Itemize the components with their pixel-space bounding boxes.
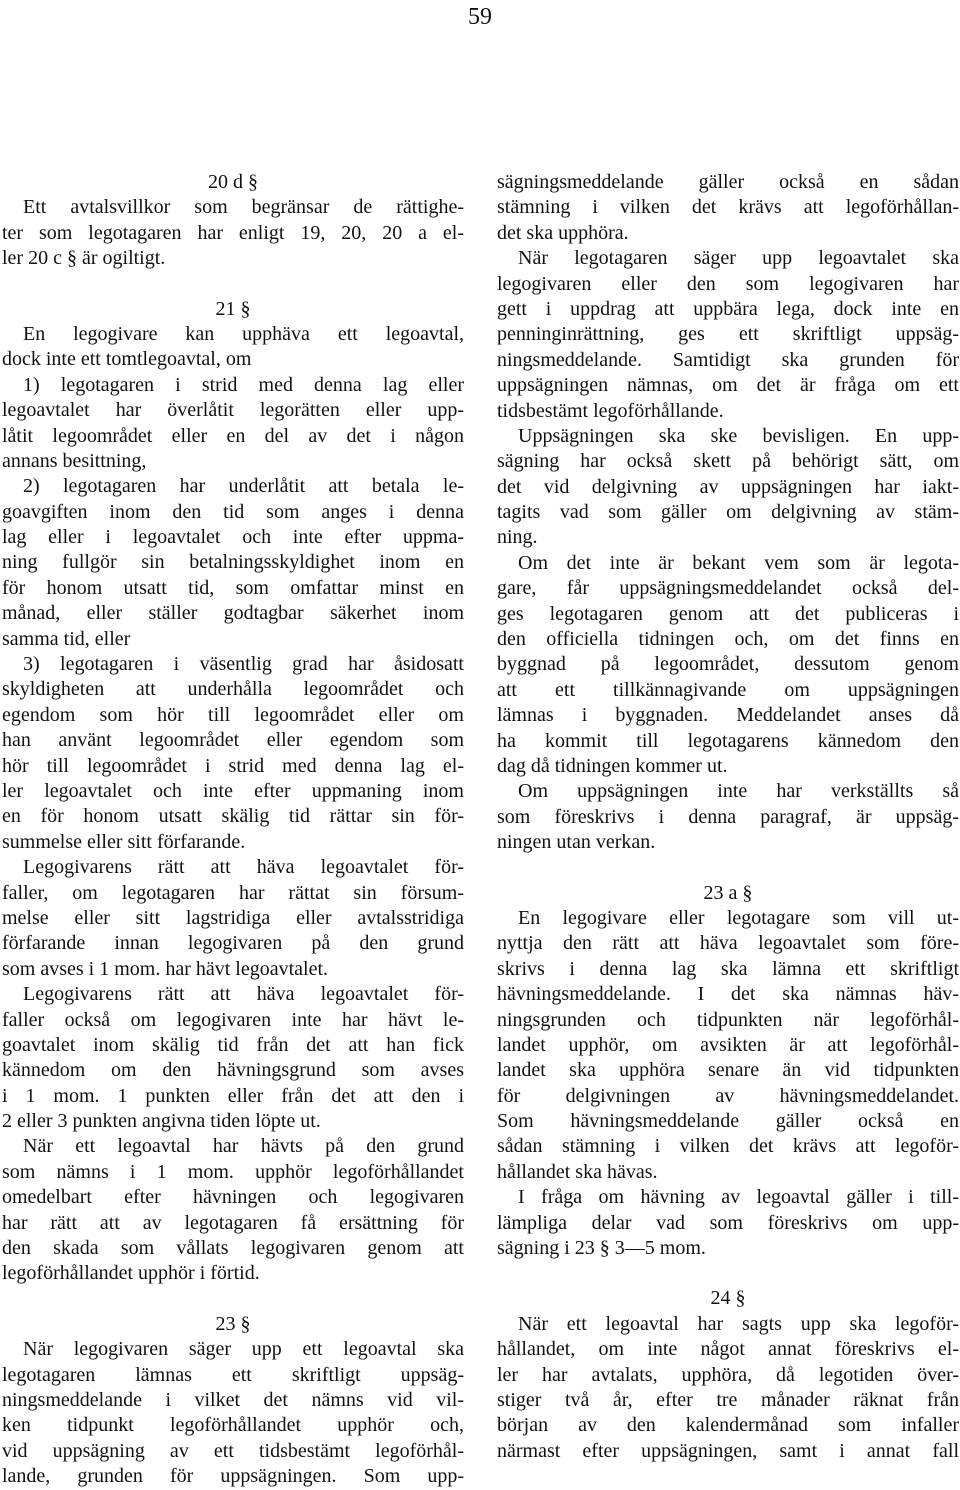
text-line: Legogivarens rätt att häva legoavtalet för- xyxy=(23,856,464,879)
text-line: Som hävningsmeddelande gäller också en xyxy=(497,1110,959,1133)
right-column xyxy=(497,170,959,1464)
text-line: Uppsägningen ska ske bevisligen. En upp- xyxy=(518,424,959,447)
text-line: 2 eller 3 punkten angivna tiden löpte ut. xyxy=(2,1110,321,1133)
text-line: lande, grunden för uppsägningen. Som upp- xyxy=(2,1465,464,1488)
text-line: goavgiften inom den tid som anges i denna xyxy=(2,500,464,523)
text-line: ningsgrunden och tidpunkten när legoförhål- xyxy=(497,1008,959,1031)
text-line: annans besittning, xyxy=(2,449,147,472)
text-line: ning. xyxy=(497,526,538,549)
section-heading: 20 d § xyxy=(208,171,258,193)
text-line: legoförhållandet upphör i förtid. xyxy=(2,1262,260,1285)
text-line: sådan stämning i vilken det krävs att legoför- xyxy=(497,1135,959,1158)
text-line: början av den kalendermånad som infaller xyxy=(497,1414,959,1437)
text-line: Om uppsägningen inte har verkställts så xyxy=(518,780,959,803)
text-line: landet upphör, om avsikten är att legoförhål- xyxy=(497,1033,959,1056)
section-heading: 21 § xyxy=(215,297,251,320)
text-line: ler legoavtalet och inte efter uppmaning inom xyxy=(2,779,464,802)
text-line: Om det inte är bekant vem som är legota- xyxy=(518,551,959,574)
text-line: tagits vad som gäller om delgivning av stäm- xyxy=(497,501,959,524)
text-line: ler 20 c § är ogiltigt. xyxy=(2,247,166,270)
text-line: byggnad på legoområdet, dessutom genom xyxy=(497,653,959,676)
text-line: När legogivaren säger upp ett legoavtal ska xyxy=(23,1338,464,1361)
text-line: nyttja den rätt att häva legoavtalet som före- xyxy=(497,932,959,955)
text-line: ha kommit till legotagarens kännedom den xyxy=(497,729,959,752)
text-line: ler har avtalats, upphöra, då legotiden över- xyxy=(497,1363,959,1386)
text-line: ningsmeddelande. Samtidigt ska grunden för xyxy=(497,348,959,371)
text-line: uppsägningen nämnas, om det är fråga om ett xyxy=(497,374,959,397)
text-line: hållandet, om inte något annat föreskrivs el- xyxy=(497,1338,959,1361)
text-line: 3) legotagaren i väsentlig grad har åsidosatt xyxy=(23,653,464,676)
text-line: 1) legotagaren i strid med denna lag eller xyxy=(23,373,464,396)
text-line: lämpliga delar vad som föreskrivs om upp- xyxy=(497,1211,959,1234)
text-line: sägningsmeddelande gäller också en sådan xyxy=(497,171,959,193)
text-line: melse eller sitt lagstridiga eller avtalsstridiga xyxy=(2,906,464,929)
text-line: han använt legoområdet eller egendom som xyxy=(2,729,464,752)
text-line: summelse eller sitt förfarande. xyxy=(2,830,246,853)
text-line: När ett legoavtal har hävts på den grund xyxy=(23,1135,464,1158)
text-line: samma tid, eller xyxy=(2,627,131,650)
text-line: för honom utsatt tid, som omfattar minst en xyxy=(2,576,464,599)
text-line: hållandet ska hävas. xyxy=(497,1160,658,1183)
text-line: som avses i 1 mom. har hävt legoavtalet. xyxy=(2,957,329,980)
text-line: Legogivarens rätt att häva legoavtalet för- xyxy=(23,983,464,1006)
section-heading: 23 a § xyxy=(703,881,753,904)
text-line: i 1 mom. 1 punkten eller från det att den i xyxy=(2,1084,464,1107)
text-line: hör till legoområdet i strid med denna lag el- xyxy=(2,754,464,777)
text-line: ningsmeddelande i vilket det nämns vid vil- xyxy=(2,1388,464,1411)
text-line: förfarande innan legogivaren på den grund xyxy=(2,932,464,955)
text-line: dock inte ett tomtlegoavtal, om xyxy=(2,348,252,371)
text-line: lag eller i legoavtalet och inte efter uppma- xyxy=(2,526,464,549)
text-line: har rätt att av legotagaren få ersättning för xyxy=(2,1211,464,1234)
text-line: skyldigheten att underhålla legoområdet och xyxy=(2,678,464,701)
text-line: sägning har också skett på behörigt sätt, om xyxy=(497,450,959,473)
text-line: ken tidpunkt legoförhållandet upphör och, xyxy=(2,1414,464,1437)
text-line: vid uppsägning av ett tidsbestämt legoförhål- xyxy=(2,1439,464,1462)
text-line: legogivaren eller den som legogivaren har xyxy=(497,272,959,295)
text-line: gett i uppdrag att uppbära lega, dock inte en xyxy=(497,297,959,320)
text-line: skrivs i denna lag ska lämna ett skriftligt xyxy=(497,957,959,980)
text-line: omedelbart efter hävningen och legogivaren xyxy=(2,1186,464,1209)
text-line: dag då tidningen kommer ut. xyxy=(497,754,728,777)
text-line: den skada som vållats legogivaren genom att xyxy=(2,1237,464,1260)
text-line: hävningsmeddelande. I det ska nämnas häv- xyxy=(497,983,959,1006)
text-line: goavtalet inom skälig tid från det att han fick xyxy=(2,1033,464,1056)
text-line: som föreskrivs i denna paragraf, är uppsäg- xyxy=(497,805,959,828)
text-line: landet ska upphöra senare än vid tidpunkten xyxy=(497,1059,959,1082)
text-line: egendom som hör till legoområdet eller om xyxy=(2,703,464,726)
paragraph-gap xyxy=(497,856,959,881)
text-line: det ska upphöra. xyxy=(497,221,629,244)
text-line: låtit legoområdet eller en del av det i någon xyxy=(2,424,464,447)
text-line: I fråga om hävning av legoavtal gäller i till- xyxy=(518,1186,959,1209)
text-line: det vid delgivning av uppsägningen har iakt- xyxy=(497,475,959,498)
paragraph-gap xyxy=(2,1287,464,1312)
text-line: gare, får uppsägningsmeddelandet också del- xyxy=(497,577,959,600)
text-line: sägning i 23 § 3—5 mom. xyxy=(497,1237,706,1260)
text-line: närmast efter uppsägningen, samt i annat fall xyxy=(497,1439,959,1462)
text-line: kännedom om den hävningsgrund som avses xyxy=(2,1059,464,1082)
text-line: ter som legotagaren har enligt 19, 20, 20 a el- xyxy=(2,221,464,244)
text-line: penninginrättning, ges ett skriftligt uppsäg- xyxy=(497,323,959,346)
text-line: ning fullgör sin betalningsskyldighet inom en xyxy=(2,551,464,574)
text-line: för delgivningen av hävningsmeddelandet. xyxy=(497,1084,959,1107)
text-line: som nämns i 1 mom. upphör legoförhållandet xyxy=(2,1160,464,1183)
left-column xyxy=(2,170,464,1490)
text-line: Ett avtalsvillkor som begränsar de rättighe- xyxy=(23,196,464,219)
text-line: lämnas i byggnaden. Meddelandet anses då xyxy=(497,704,959,727)
text-line: en för honom utsatt skälig tid rättar sin för- xyxy=(2,805,464,828)
text-line: När ett legoavtal har sagts upp ska legoför- xyxy=(518,1312,959,1335)
text-line: faller, om legotagaren har rättat sin försum- xyxy=(2,881,464,904)
text-line: stiger två år, efter tre månader räknat från xyxy=(497,1388,959,1411)
paragraph-gap xyxy=(2,272,464,297)
text-line: När legotagaren säger upp legoavtalet ska xyxy=(518,247,959,270)
text-line: En legogivare kan upphäva ett legoavtal, xyxy=(23,322,464,345)
text-line: 2) legotagaren har underlåtit att betala le- xyxy=(23,475,464,498)
text-line: legoavtalet har överlåtit legorätten eller upp- xyxy=(2,399,464,422)
section-heading: 24 § xyxy=(710,1287,746,1310)
text-line: att ett tillkännagivande om uppsägningen xyxy=(497,678,959,701)
page-number: 59 xyxy=(468,4,492,30)
section-heading: 23 § xyxy=(215,1312,251,1335)
text-line: stämning i vilken det krävs att legoförhållan- xyxy=(497,196,959,219)
text-line: tidsbestämt legoförhållande. xyxy=(497,399,724,422)
text-line: En legogivare eller legotagare som vill ut- xyxy=(518,906,959,929)
text-line: den officiella tidningen och, om det finns en xyxy=(497,628,959,651)
text-line: ges legotagaren genom att det publiceras i xyxy=(497,602,959,625)
text-line: legotagaren lämnas ett skriftligt uppsäg- xyxy=(2,1363,464,1386)
text-line: faller också om legogivaren inte har hävt le- xyxy=(2,1008,464,1031)
paragraph-gap xyxy=(497,1261,959,1286)
text-line: månad, eller ställer godtagbar säkerhet inom xyxy=(2,602,464,625)
text-line: ningen utan verkan. xyxy=(497,831,656,854)
